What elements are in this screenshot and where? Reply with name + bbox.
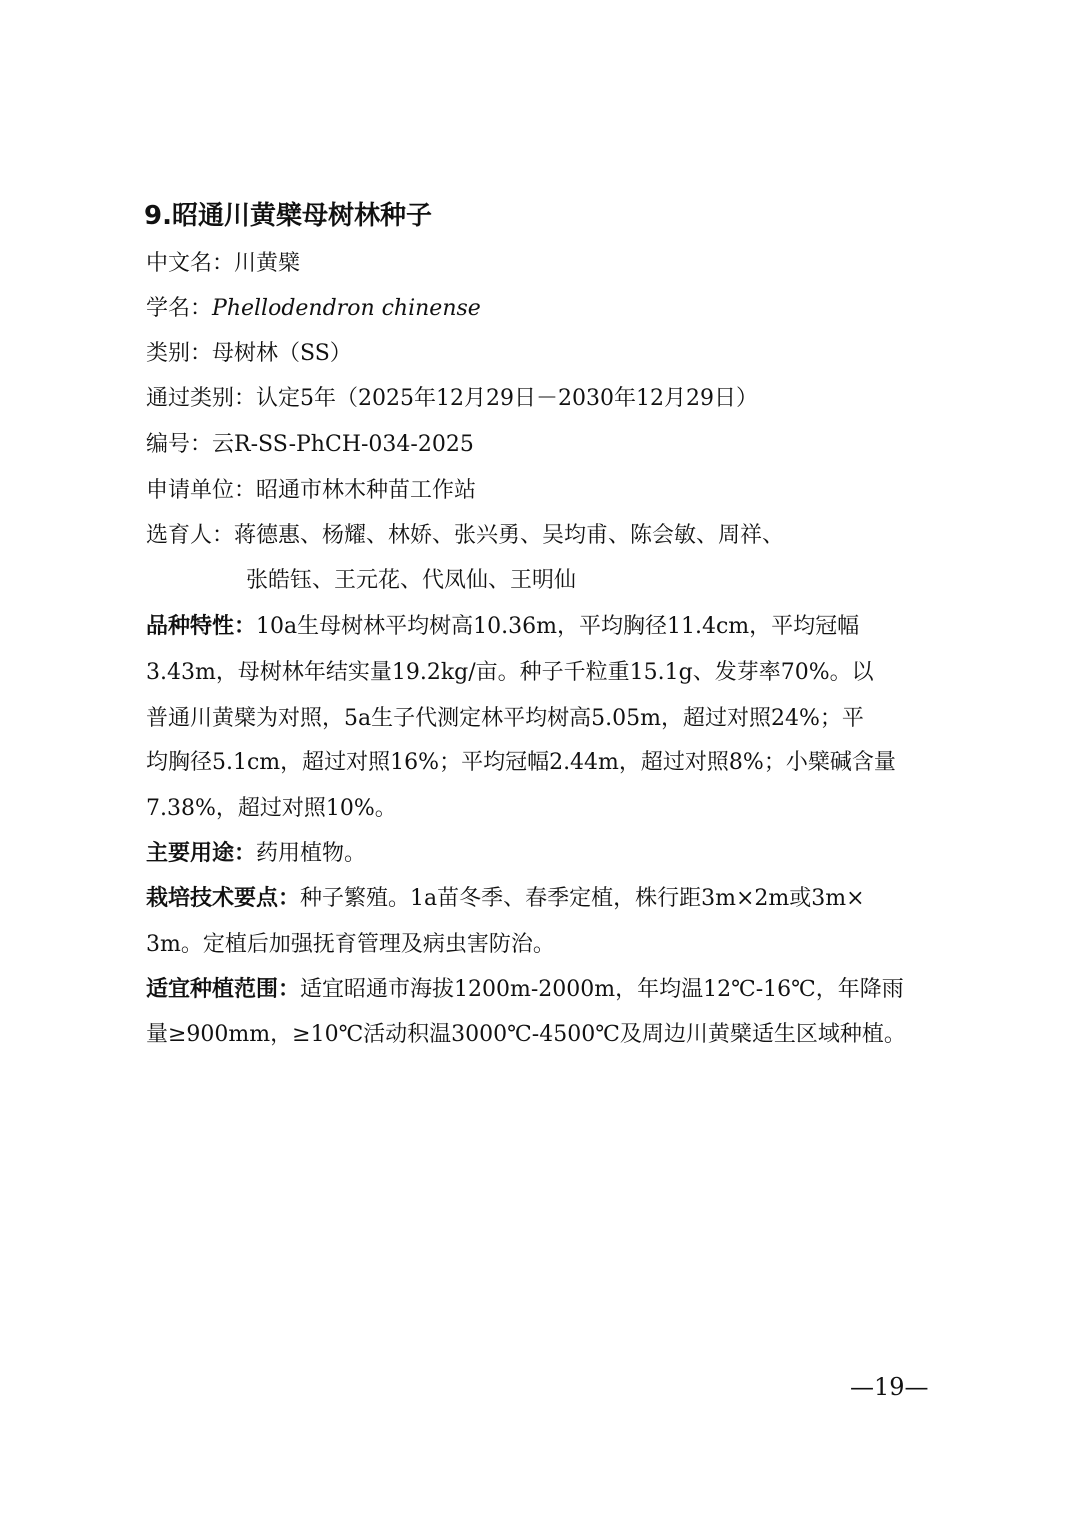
usage-value: 药用植物。 xyxy=(256,841,367,866)
breeders-line-2: 张皓钰、王元花、代凤仙、王明仙 xyxy=(246,568,577,593)
category-value: 母树林（SS） xyxy=(212,341,352,366)
breeders-line-1: 蒋德惠、杨耀、林娇、张兴勇、吴均甫、陈会敏、周祥、 xyxy=(234,523,785,548)
breeders-row xyxy=(146,521,784,551)
planting-range-row xyxy=(146,975,904,1005)
scientific-name-row xyxy=(146,294,481,324)
scientific-name-label: 学名： xyxy=(146,296,213,321)
characteristics-line-2: 3.43m，母树林年结实量19.2kg/亩。种子千粒重15.1g、发芽率70%。以 xyxy=(146,660,874,685)
usage-label: 主要用途： xyxy=(146,841,257,866)
characteristics-row xyxy=(146,612,859,642)
page-number: —19— xyxy=(850,1373,929,1401)
usage-row xyxy=(146,839,366,869)
category-label: 类别： xyxy=(146,341,213,366)
characteristics-line-4: 均胸径5.1cm，超过对照16%；平均冠幅2.44m，超过对照8%；小檗碱含量 xyxy=(146,750,896,775)
planting-range-line-2: 量≥900mm，≥10℃活动积温3000℃-4500℃及周边川黄檗适生区域种植。 xyxy=(146,1022,906,1047)
chinese-name-row xyxy=(146,249,300,279)
applicant-value: 昭通市林木种苗工作站 xyxy=(256,478,477,503)
applicant-row xyxy=(146,476,476,506)
characteristics-label: 品种特性： xyxy=(146,614,257,639)
approval-label: 通过类别： xyxy=(146,386,257,411)
chinese-name-label: 中文名： xyxy=(146,251,235,276)
applicant-label: 申请单位： xyxy=(146,478,257,503)
chinese-name-value: 川黄檗 xyxy=(234,251,301,276)
approval-row xyxy=(146,384,758,414)
planting-range-line-1: 适宜昭通市海拔1200m-2000m，年均温12℃-16℃，年降雨 xyxy=(300,977,904,1002)
number-row xyxy=(146,430,474,460)
cultivation-row xyxy=(146,884,865,914)
characteristics-line-1: 10a生母树林平均树高10.36m，平均胸径11.4cm，平均冠幅 xyxy=(256,614,860,639)
planting-range-label: 适宜种植范围： xyxy=(146,977,301,1002)
cultivation-label: 栽培技术要点： xyxy=(146,886,301,911)
approval-value: 认定5年（2025年12月29日－2030年12月29日） xyxy=(256,386,758,411)
number-value: 云R-SS-PhCH-034-2025 xyxy=(212,432,474,457)
category-row xyxy=(146,339,352,369)
cultivation-line-2: 3m。定植后加强抚育管理及病虫害防治。 xyxy=(146,932,555,957)
characteristics-line-3: 普通川黄檗为对照，5a生子代测定林平均树高5.05m，超过对照24%；平 xyxy=(146,706,864,731)
cultivation-line-1: 种子繁殖。1a苗冬季、春季定植，株行距3m×2m或3m× xyxy=(300,886,865,911)
characteristics-line-5: 7.38%，超过对照10%。 xyxy=(146,796,397,821)
section-title: 9.昭通川黄檗母树林种子 xyxy=(144,201,432,231)
scientific-name-value: Phellodendron chinense xyxy=(212,296,481,321)
number-label: 编号： xyxy=(146,432,213,457)
breeders-label: 选育人： xyxy=(146,523,235,548)
